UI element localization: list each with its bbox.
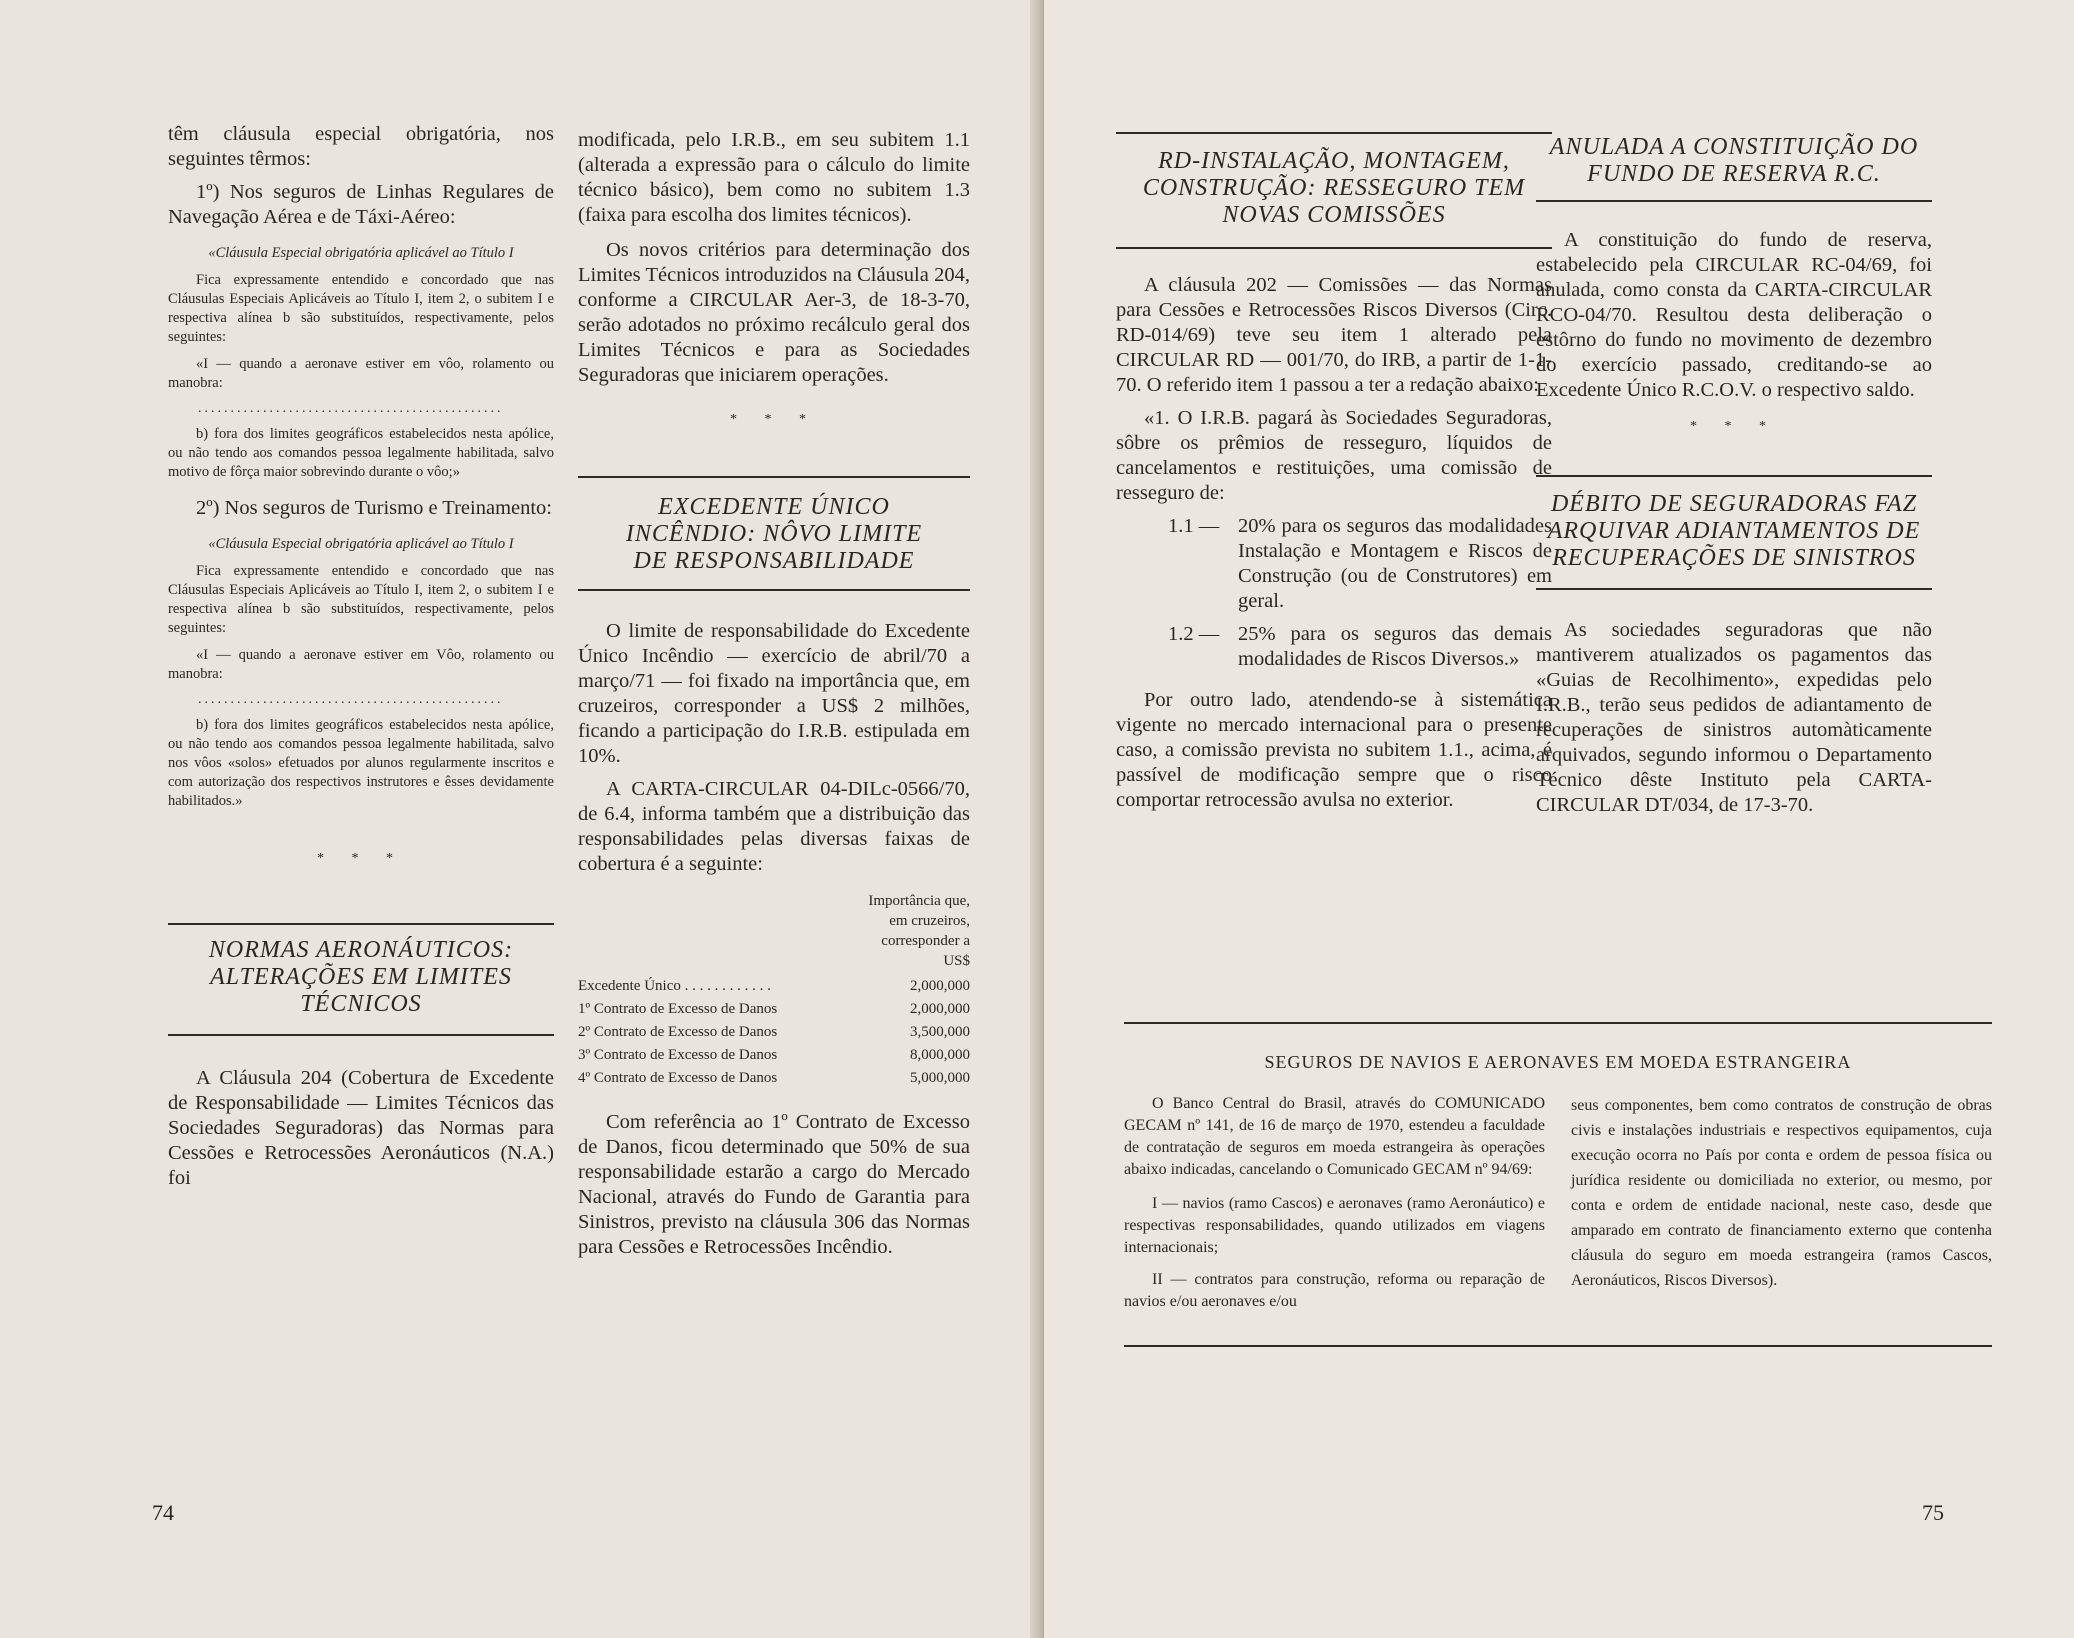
componentes-paragraph: seus componentes, bem como contratos de construção de obras civis e instalações industriais e respectivos equipamentos, cuja execução ocorra no País por conta e ordem de pessoa física ou jurídica residente ou domiciliada no exterior, ou mesmo, por conta e ordem de entidade nacional, neste caso, desde que amparado em contrato de financiamento externo que contenha cláusula do seguro em moeda estrangeira (ramos Cascos, Aeronáuticos, Riscos Diversos). [1571,1097,1992,1289]
coverage-row-value: 2,000,000 [910,978,970,994]
modificada-paragraph: modificada, pelo I.R.B., em seu subitem 1.1 (alterada a expressão para o cálculo do limite técnico básico), bem como no subitem 1.3 (faixa para escolha dos limites técnicos). [578,129,970,226]
heading-rule-bottom-4 [1536,200,1932,202]
section-separator-stars: * * * [317,851,405,866]
page-number-right: 75 [1922,1500,1944,1525]
normas-paragraph: A Cláusula 204 (Cobertura de Excedente de Responsabilidade — Limites Técnicos das Sociedades Seguradoras) das Normas para Cessões e Retrocessões Aeronáuticos (N.A.) foi [168,1067,554,1189]
section-heading-anulada: ANULADA A CONSTITUIÇÃO DO FUNDO DE RESERVA R.C. [1549,134,1919,187]
clause-2-item-i: «I — quando a aeronave estiver em Vôo, rolamento ou manobra: [168,647,554,682]
subitem-1-2 [1116,622,1552,672]
subitem-1-2-text: 25% para os seguros das demais modalidades de Riscos Diversos.» [1238,623,1552,670]
por-outro-lado-paragraph: Por outro lado, atendendo-se à sistemática vigente no mercado internacional para o presente caso, a comissão prevista no subitem 1.1., acima, é passível de modificação sempre que o risco comportar retrocessão avulsa no exterior. [1116,689,1552,811]
constituicao-paragraph: A constituição do fundo de reserva, estabelecido pela CIRCULAR RC-04/69, foi anulada, como consta da CARTA-CIRCULAR RCO-04/70. Resultou desta deliberação o estôrno do fundo no movimento de dezembro do exercício passado, creditando-se ao Excedente Único R.C.O.V. o respectivo saldo. [1536,229,1932,401]
coverage-row-label: 4º Contrato de Excesso de Danos [578,1070,778,1086]
heading-rule-bottom-3 [1116,247,1552,249]
coverage-row-label: 1º Contrato de Excesso de Danos [578,1001,778,1017]
navios-section [1124,1022,1992,1347]
clause-1-item-i: «I — quando a aeronave estiver em vôo, rolamento ou manobra: [168,356,554,391]
clause-1-text: Fica expressamente entendido e concordado que nas Cláusulas Especiais Aplicáveis ao Título I, item 2, o subitem I e respectiva alínea b são substituídos, respectivamente, pelos seguintes: [168,272,554,345]
page-number-left: 74 [152,1500,174,1525]
item-1-text: 1º) Nos seguros de Linhas Regulares de Navegação Aérea e de Táxi-Aéreo: [168,181,554,228]
coverage-row [578,1067,970,1090]
banco-central-paragraph: O Banco Central do Brasil, através do COMUNICADO GECAM nº 141, de 16 de março de 1970, estendeu a faculdade de contratação de seguros em moeda estrangeira às operações abaixo indicadas, cancelando o Comunicado GECAM nº 94/69: [1124,1095,1545,1178]
clause-2-text: Fica expressamente entendido e concordado que nas Cláusulas Especiais Aplicáveis ao Título I, item 2, o subitem I e respectiva alínea b são substituídos, respectivamente, pelos seguintes: [168,563,554,636]
navios-rule-bottom [1124,1345,1992,1347]
navios-columns [1124,1093,1992,1321]
left-column-1 [168,122,554,1199]
contrato-paragraph: Com referência ao 1º Contrato de Excesso de Danos, ficou determinado que 50% de sua responsabilidade estarão a cargo do Mercado Nacional, através do Fundo de Garantia para Sinistros, previsto na cláusula 306 das Normas para Cessões e Retrocessões Incêndio. [578,1111,970,1258]
subitem-1-1-number: 1.1 — [1168,515,1220,537]
navios-item-ii: II — contratos para construção, reforma ou reparação de navios e/ou aeronaves e/ou [1124,1271,1545,1310]
carta-circular-paragraph: A CARTA-CIRCULAR 04-DILc-0566/70, de 6.4, informa também que a distribuição das responsabilidades pelas diversas faixas de cobertura é a seguinte: [578,778,970,875]
coverage-row-value: 8,000,000 [910,1047,970,1063]
limite-paragraph: O limite de responsabilidade do Excedente Único Incêndio — exercício de abril/70 a março/71 — foi fixado na importância que, em cruzeiros, corresponder a US$ 2 milhões, ficando a participação do I.R.B. estipulada em 10%. [578,620,970,767]
section-heading-normas: NORMAS AERONÁUTICOS: ALTERAÇÕES EM LIMITES TÉCNICOS [208,937,514,1017]
importancia-header: Importância que, em cruzeiros, corresponder a US$ [868,893,970,969]
clausula-202-paragraph: A cláusula 202 — Comissões — das Normas para Cessões e Retrocessões Riscos Diversos (Circ. RD-014/69) teve seu item 1 alterado pela CIRCULAR RD — 001/70, do IRB, a partir de 1-1-70. O referido item 1 passou a ter a redação abaixo: [1116,274,1552,396]
clause-1-title: «Cláusula Especial obrigatória aplicável ao Título I [208,245,514,261]
section-separator-stars-3: * * * [1690,419,1778,434]
intro-text: têm cláusula especial obrigatória, nos seguintes têrmos: [168,123,554,170]
right-column-2 [1536,128,1932,826]
item-2-text: 2º) Nos seguros de Turismo e Treinamento: [196,497,553,519]
coverage-row-value: 3,500,000 [910,1024,970,1040]
clause-2-item-b: b) fora dos limites geográficos estabelecidos nesta apólice, ou não tendo aos comandos pessoa legalmente habilitada, salvo nos vôos «solos» efetuados por alunos regularmente inscritos e com autorização dos respectivos instrutores e êsses devidamente habilitados.» [168,717,554,809]
navios-left-column [1124,1093,1545,1321]
navios-right-column [1571,1093,1992,1321]
coverage-row-value: 5,000,000 [910,1070,970,1086]
coverage-row-label: 3º Contrato de Excesso de Danos [578,1047,778,1063]
ellipsis-line: ............................................... [198,401,504,416]
heading-rule-bottom [168,1034,554,1036]
left-column-2 [578,128,970,1268]
navios-rule-top [1124,1022,1992,1024]
subitem-1-2-number: 1.2 — [1168,623,1220,645]
clause-2-title: «Cláusula Especial obrigatória aplicável ao Título I [208,536,514,552]
section-heading-debito: DÉBITO DE SEGURADORAS FAZ ARQUIVAR ADIANTAMENTOS DE RECUPERAÇÕES DE SINISTROS [1547,491,1921,571]
coverage-table [578,975,970,1090]
subitem-1-1-text: 20% para os seguros das modalidades Instalação e Montagem e Riscos de Construção (ou de Construtores) em geral. [1238,515,1552,612]
coverage-row [578,975,970,998]
clause-1-item-b: b) fora dos limites geográficos estabelecidos nesta apólice, ou não tendo aos comandos pessoa legalmente habilitada, salvo motivo de fôrça maior sobrevindo durante o vôo;» [168,426,554,480]
coverage-row [578,1021,970,1044]
ellipsis-line-2: ............................................... [198,692,504,707]
navios-title: SEGUROS DE NAVIOS E AERONAVES EM MOEDA ESTRANGEIRA [1264,1052,1852,1072]
coverage-row [578,998,970,1021]
heading-rule-bottom-5 [1536,588,1932,590]
irb-pagara-paragraph: «1. O I.R.B. pagará às Sociedades Seguradoras, sôbre os prêmios de resseguro, líquidos de cancelamentos e restituições, uma comissão de resseguro de: [1116,407,1552,504]
sociedades-paragraph: As sociedades seguradoras que não mantiverem atualizados os pagamentos das «Guias de Recolhimento», expedidas pelo I.R.B., terão seus pedidos de adiantamento de recuperações de sinistros automàticamente arquivados, segundo informou o Departamento Técnico dêste Instituto pela CARTA-CIRCULAR DT/034, de 17-3-70. [1536,619,1932,816]
section-heading-excedente: EXCEDENTE ÚNICO INCÊNDIO: NÔVO LIMITE DE RESPONSABILIDADE [625,494,923,574]
section-separator-stars-2: * * * [730,412,818,427]
coverage-row-label: Excedente Único . . . . . . . . . . . . [578,978,771,994]
right-page [1044,0,2074,1638]
coverage-row-value: 2,000,000 [910,1001,970,1017]
subitem-1-1 [1116,514,1552,614]
criterios-paragraph: Os novos critérios para determinação dos Limites Técnicos introduzidos na Cláusula 204, conforme a CIRCULAR Aer-3, de 18-3-70, serão adotados no próximo recálculo geral dos Limites Técnicos e para as Sociedades Seguradoras que iniciarem operações. [578,239,970,386]
coverage-row [578,1044,970,1067]
section-heading-rd: RD-INSTALAÇÃO, MONTAGEM, CONSTRUÇÃO: RESSEGURO TEM NOVAS COMISSÕES [1142,148,1526,228]
heading-rule-bottom-2 [578,589,970,591]
coverage-row-label: 2º Contrato de Excesso de Danos [578,1024,778,1040]
navios-item-i: I — navios (ramo Cascos) e aeronaves (ramo Aeronáutico) e respectivas responsabilidades, quando utilizados em viagens internacionais; [1124,1195,1545,1256]
right-column-1 [1116,132,1552,821]
